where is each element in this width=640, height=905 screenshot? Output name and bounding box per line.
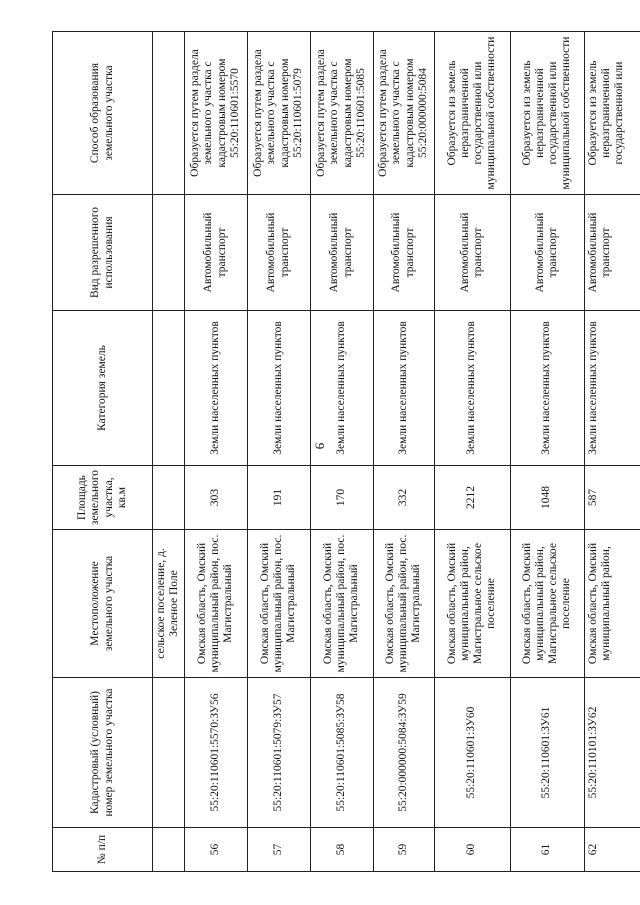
table-row	[310, 32, 373, 872]
cell-formation: Образуется из земель неразграниченной государственной или	[584, 32, 640, 195]
cell-location: сельское поселение, д. Зеленое Поле	[153, 530, 185, 678]
cell-cadastral: 55:20:110601:ЗУ61	[510, 678, 584, 828]
cell-cadastral: 55:20:110601:5085:ЗУ58	[310, 678, 373, 828]
cell-use: Автомобильный транспорт	[434, 195, 510, 311]
cell-num: 56	[184, 828, 247, 872]
cell-area: 2212	[434, 466, 510, 530]
cell-use: Автомобильный транспорт	[184, 195, 247, 311]
cell-num: 59	[373, 828, 434, 872]
header-formation: Способ образования земельного участка	[53, 32, 153, 195]
cell-use: Автомобильный транспорт	[310, 195, 373, 311]
cell-location: Омская область, Омский муниципальный район, пос. Магистральный	[184, 530, 247, 678]
cell-category: Земли населенных пунктов	[510, 311, 584, 466]
cell-num: 57	[247, 828, 310, 872]
cell-location: Омская область, Омский муниципальный район, пос. Магистральный	[247, 530, 310, 678]
cell-area: 587	[584, 466, 640, 530]
cell-location: Омская область, Омский муниципальный район,	[584, 530, 640, 678]
cell-cadastral: 55:20:110601:5079:ЗУ57	[247, 678, 310, 828]
cell-formation: Образуется из земель неразграниченной государственной или муниципальной собственности	[434, 32, 510, 195]
cell-area: 191	[247, 466, 310, 530]
table-row	[434, 32, 510, 872]
cell-cadastral: 55:20:110101:ЗУ62	[584, 678, 640, 828]
cell-cadastral: 55:20:000000:5084:ЗУ59	[373, 678, 434, 828]
cell-area: 1048	[510, 466, 584, 530]
cell-use: Автомобильный транспорт	[247, 195, 310, 311]
cell-location: Омская область, Омский муниципальный район, Магистральное сельское поселение	[434, 530, 510, 678]
cell-num: 61	[510, 828, 584, 872]
table-row	[510, 32, 584, 872]
cell-num: 60	[434, 828, 510, 872]
cell-category: Земли населенных пунктов	[434, 311, 510, 466]
header-num: № п/п	[53, 828, 153, 872]
cell-area: 332	[373, 466, 434, 530]
cell-location: Омская область, Омский муниципальный район, пос. Магистральный	[373, 530, 434, 678]
cell-formation: Образуется из земель неразграниченной государственной или муниципальной собственности	[510, 32, 584, 195]
table-row	[584, 32, 640, 872]
cell-use: Автомобильный транспорт	[373, 195, 434, 311]
cell-num: 62	[584, 828, 640, 872]
table-row	[184, 32, 247, 872]
header-cadastral: Кадастровый (условный) номер земельного участка	[53, 678, 153, 828]
cell-category: Земли населенных пунктов	[310, 311, 373, 466]
page-number: 9	[312, 442, 328, 450]
header-use: Вид разрешенного использования	[53, 195, 153, 311]
cell-category: Земли населенных пунктов	[584, 311, 640, 466]
cell-category: Земли населенных пунктов	[373, 311, 434, 466]
cell-category: Земли населенных пунктов	[247, 311, 310, 466]
table-row	[247, 32, 310, 872]
cell-formation: Образуется путем раздела земельного участка с кадастровым номером 55:20:110601:5079	[247, 32, 310, 195]
cell-cadastral: 55:20:110601:ЗУ60	[434, 678, 510, 828]
land-plots-table	[52, 31, 640, 872]
cell-formation: Образуется путем раздела земельного участка с кадастровым номером 55:20:000000:5084	[373, 32, 434, 195]
cell-cadastral: 55:20:110601:5570:ЗУ56	[184, 678, 247, 828]
table-row-continuation	[153, 32, 185, 872]
cell-category: Земли населенных пунктов	[184, 311, 247, 466]
table-header-row	[53, 32, 153, 872]
cell-location: Омская область, Омский муниципальный район, Магистральное сельское поселение	[510, 530, 584, 678]
rotated-page	[52, 32, 626, 872]
cell-area: 303	[184, 466, 247, 530]
cell-location: Омская область, Омский муниципальный район, пос. Магистральный	[310, 530, 373, 678]
cell-formation: Образуется путем раздела земельного участка с кадастровым номером 55:20:110601:5085	[310, 32, 373, 195]
cell-area: 170	[310, 466, 373, 530]
header-category: Категория земель	[53, 311, 153, 466]
cell-use: Автомобильный транспорт	[510, 195, 584, 311]
cell-use: Автомобильный транспорт	[584, 195, 640, 311]
header-area: Площадь земельного участка, кв.м	[53, 466, 153, 530]
cell-formation: Образуется путем раздела земельного участка с кадастровым номером 55:20:110601:5570	[184, 32, 247, 195]
cell-num: 58	[310, 828, 373, 872]
header-location: Местоположение земельного участка	[53, 530, 153, 678]
table-row	[373, 32, 434, 872]
